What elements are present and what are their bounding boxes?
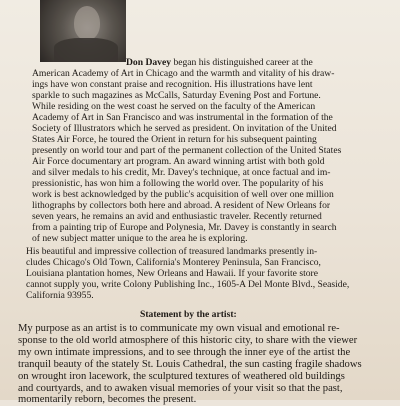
statement-line: my own intimate impressions, and to see through the inner eye of the artist the: [18, 347, 351, 358]
bio-line: from a painting trip of Europe and Polynesia, Mr. Davey is constantly in search: [32, 222, 337, 233]
statement-line: on wrought iron lacework, the sculptured textures of weathered old buildings: [18, 371, 345, 382]
statement-line: momentarily reborn, becomes the present.: [18, 394, 197, 405]
collection-line: His beautiful and impressive collection of treasured landmarks presently in-: [26, 246, 318, 257]
statement-line: and courtyards, and to awaken visual memories of your visit so that the past,: [18, 383, 343, 394]
bio-line: work is best acknowledged by the public's acquisition of well over one million: [32, 189, 334, 200]
bio-line: sparkle to such magazines as McCalls, Saturday Evening Post and Fortune.: [32, 90, 321, 101]
artist-name: Don Davey: [126, 57, 172, 68]
bio-line: presently on world tour and part of the permanent collection of the United States: [32, 145, 342, 156]
bio-line: lithographs by collectors both here and abroad. A resident of New Orleans for: [32, 200, 331, 211]
collection-line: cludes Chicago's Old Town, California's Monterey Peninsula, San Francisco,: [26, 257, 321, 268]
bio-line: seven years, he remains an avid and enthusiastic traveler. Recently returned: [32, 211, 322, 222]
bio-line: Air Force documentary art program. An award winning artist with both gold: [32, 156, 325, 167]
statement-line: sponse to the old world atmosphere of this historic city, to share with the viewer: [18, 335, 358, 346]
bio-line: American Academy of Art in Chicago and the warmth and vitality of his draw-: [32, 68, 335, 79]
statement-heading: Statement by the artist:: [140, 309, 237, 320]
bio-line: Society of Illustrators which he served as president. On invitation of the United: [32, 123, 337, 134]
statement-line: tranquil beauty of the stately St. Louis Cathedral, the sun casting fragile shadows: [18, 359, 362, 370]
bio-line: pressionistic, has won him a following the world over. The popularity of his: [32, 178, 324, 189]
bio-line: and silver medals to his credit, Mr. Davey's technique, at once factual and im-: [32, 167, 331, 178]
bio-line: Don Davey began his distinguished career at the: [126, 57, 313, 68]
collection-line: Louisiana plantation homes, New Orleans and Hawaii. If your favorite store: [26, 268, 318, 279]
bio-line: While residing on the west coast he served on the faculty of the American: [32, 101, 316, 112]
statement-line: My purpose as an artist is to communicate my own visual and emotional re-: [18, 323, 340, 334]
collection-line: California 93955.: [26, 290, 94, 301]
bio-line: States Air Force, he toured the Orient in return for his subsequent painting: [32, 134, 317, 145]
bio-line: ings have won constant praise and recognition. His illustrations have lent: [32, 79, 313, 90]
collection-line: cannot supply you, write Colony Publishing Inc., 1605-A Del Monte Blvd., Seaside,: [26, 279, 350, 290]
bio-line: Academy of Art in San Francisco and was instrumental in the formation of the: [32, 112, 333, 123]
bio-line: of new subject matter unique to the area he is exploring.: [32, 233, 248, 244]
